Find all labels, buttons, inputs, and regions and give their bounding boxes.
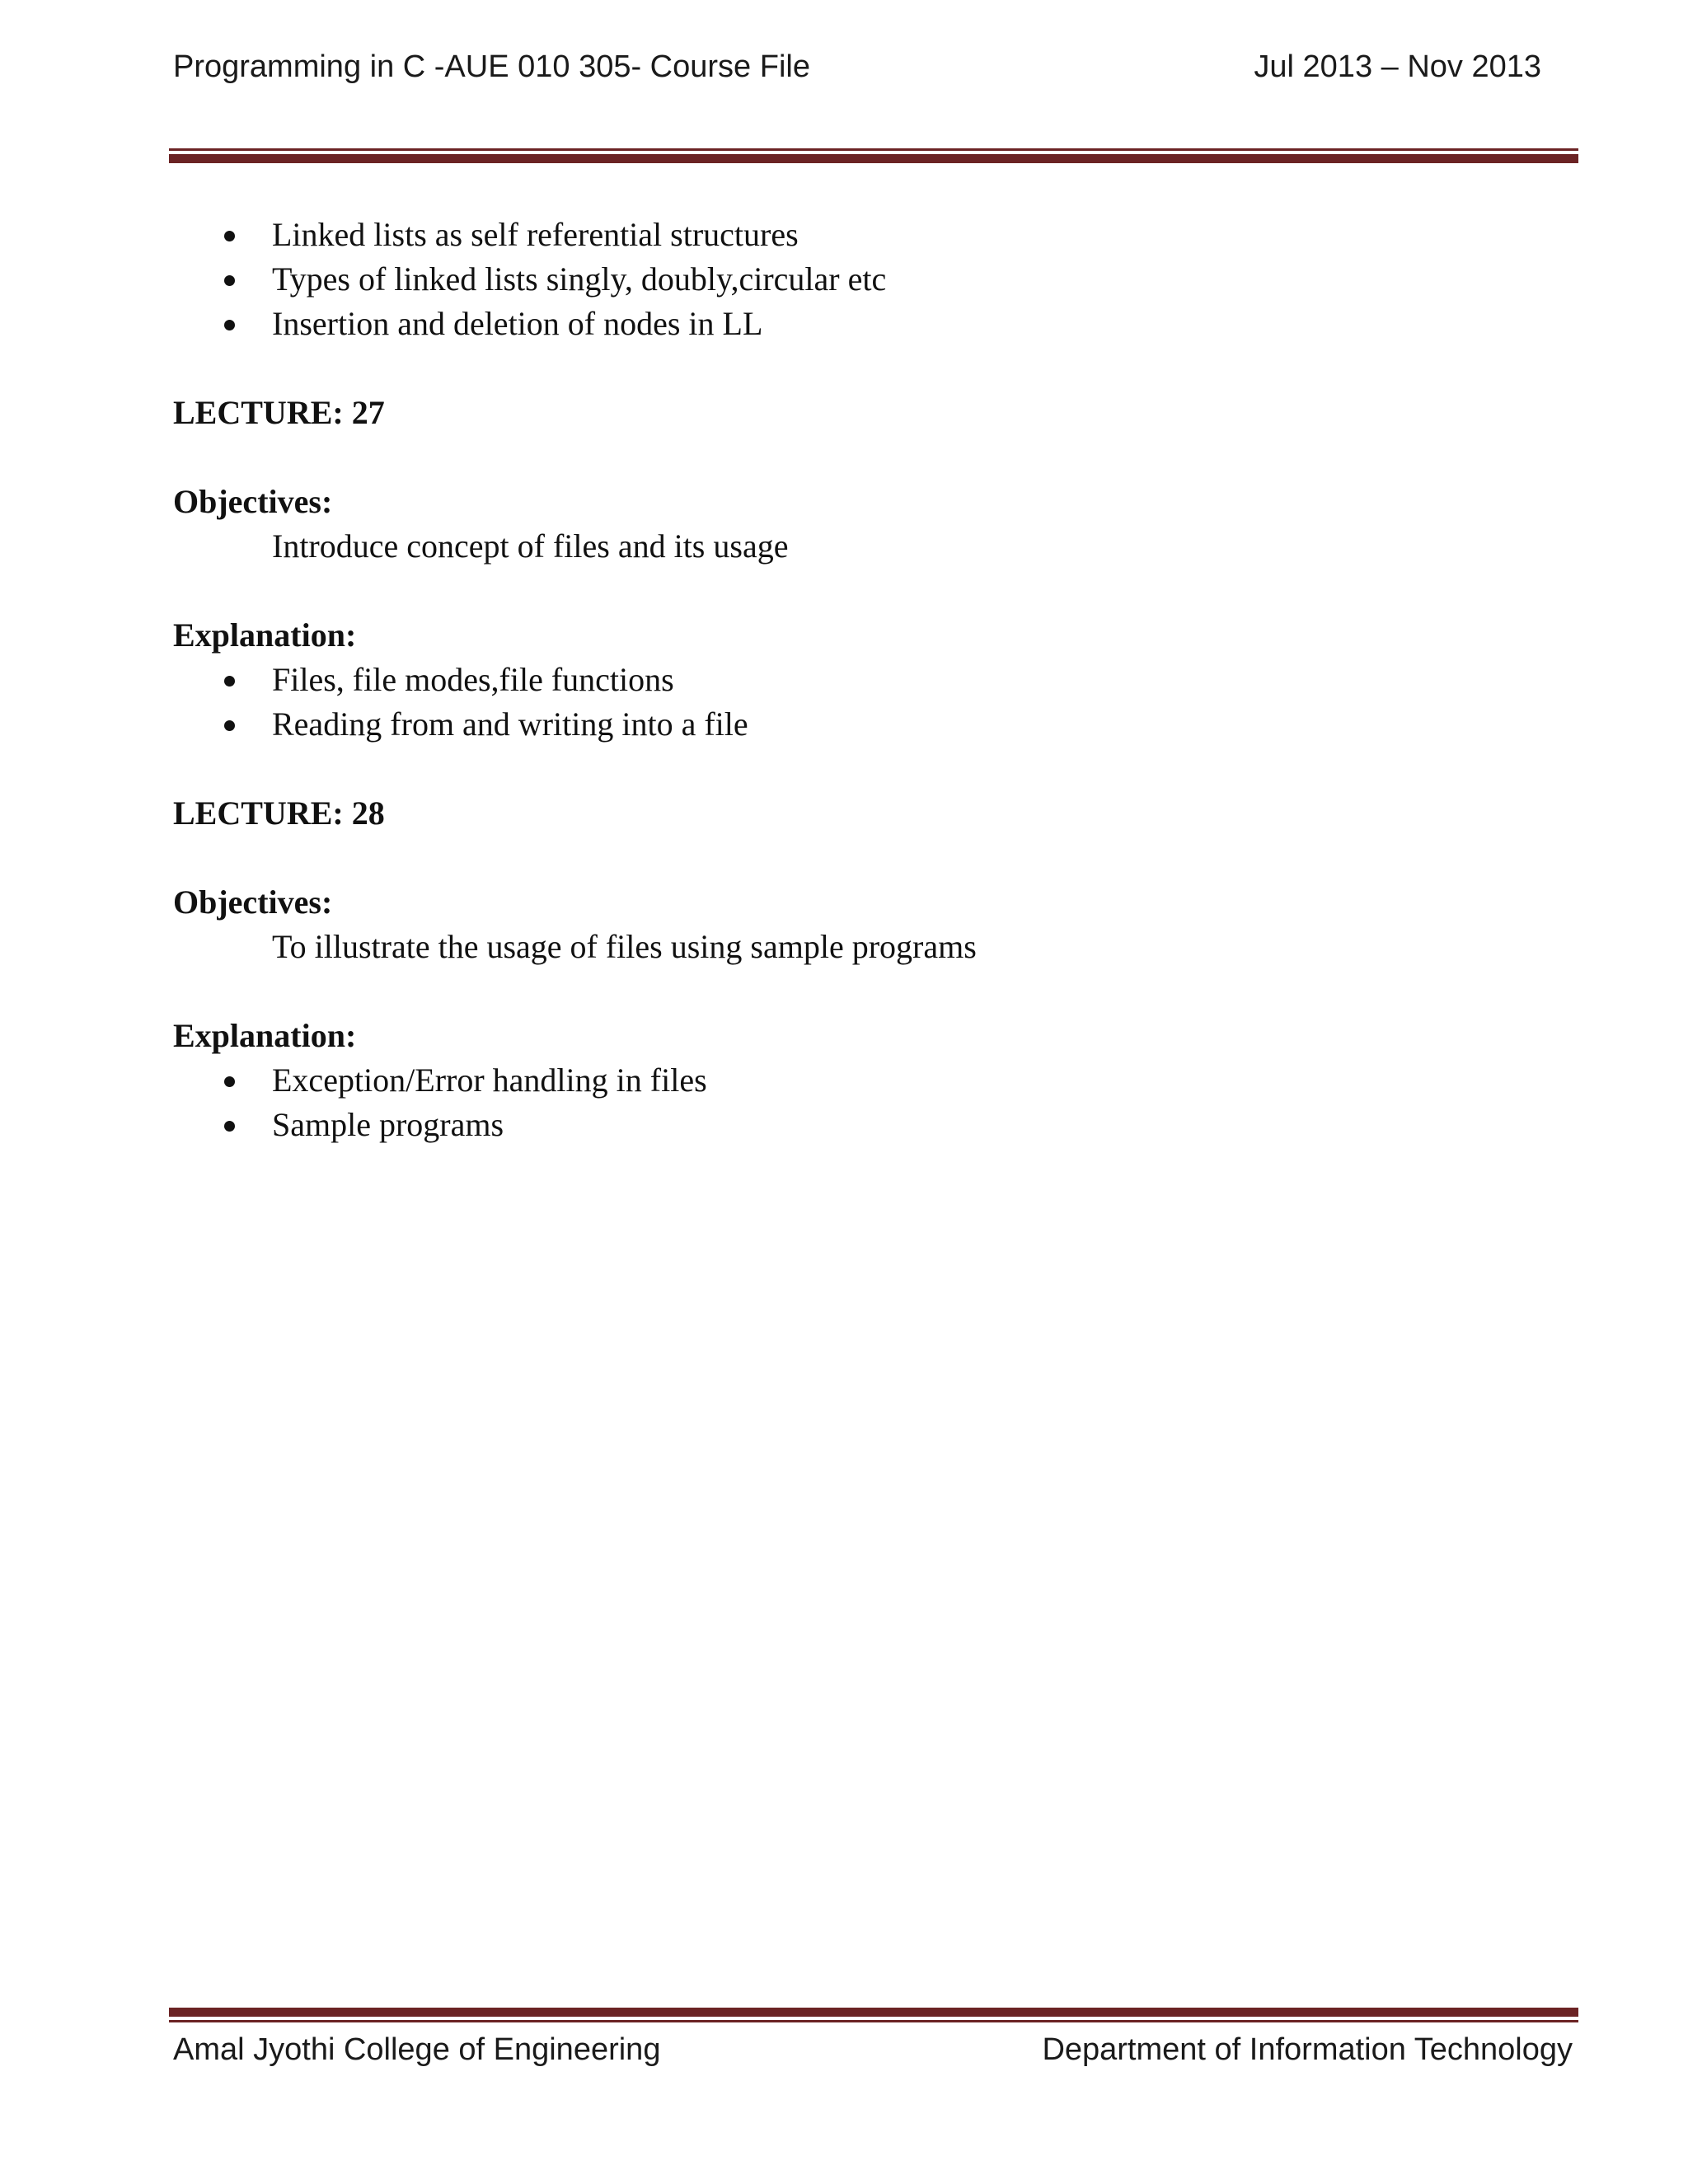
page-footer (173, 2032, 1573, 2082)
list-item-text: Files, file modes,file functions (272, 661, 674, 698)
bullet-icon (224, 320, 235, 330)
list-item-text: Insertion and deletion of nodes in LL (272, 305, 763, 342)
objectives-text: To illustrate the usage of files using sample programs (272, 928, 977, 965)
list-item (173, 1058, 1492, 1103)
explanation-list (173, 658, 1492, 747)
list-item-text: Reading from and writing into a file (272, 705, 748, 743)
footer-college-name: Amal Jyothi College of Engineering (173, 2032, 661, 2067)
footer-department-name: Department of Information Technology (1042, 2032, 1573, 2067)
explanation-label: Explanation: (173, 616, 357, 654)
header-course-title: Programming in C -AUE 010 305- Course File (173, 49, 810, 84)
bullet-icon (224, 275, 235, 286)
bullet-icon (224, 720, 235, 731)
bullet-icon (224, 1076, 235, 1087)
page-content (173, 213, 1492, 1147)
list-item-text: Types of linked lists singly, doubly,circular etc (272, 260, 887, 298)
list-item (173, 213, 1492, 257)
bullet-icon (224, 231, 235, 241)
list-item-text: Exception/Error handling in files (272, 1062, 707, 1099)
list-item (173, 702, 1492, 747)
bullet-icon (224, 1121, 235, 1132)
list-item (173, 1103, 1492, 1147)
header-rule (169, 148, 1578, 163)
bullet-icon (224, 676, 235, 687)
objectives-label: Objectives: (173, 883, 333, 921)
objectives-text: Introduce concept of files and its usage (272, 527, 789, 565)
list-item-text: Sample programs (272, 1106, 504, 1143)
lecture-title: LECTURE: 28 (173, 794, 385, 832)
list-item (173, 658, 1492, 702)
lecture-28-section (173, 791, 1492, 1147)
lecture-27-section (173, 391, 1492, 747)
footer-rule (169, 2008, 1578, 2022)
page-header (173, 49, 1558, 99)
list-item-text: Linked lists as self referential structures (272, 216, 799, 253)
intro-bullet-list (173, 213, 1492, 346)
lecture-title: LECTURE: 27 (173, 394, 385, 431)
objectives-label: Objectives: (173, 483, 333, 520)
list-item (173, 302, 1492, 346)
list-item (173, 257, 1492, 302)
header-date-range: Jul 2013 – Nov 2013 (1254, 49, 1541, 84)
explanation-list (173, 1058, 1492, 1147)
explanation-label: Explanation: (173, 1017, 357, 1054)
